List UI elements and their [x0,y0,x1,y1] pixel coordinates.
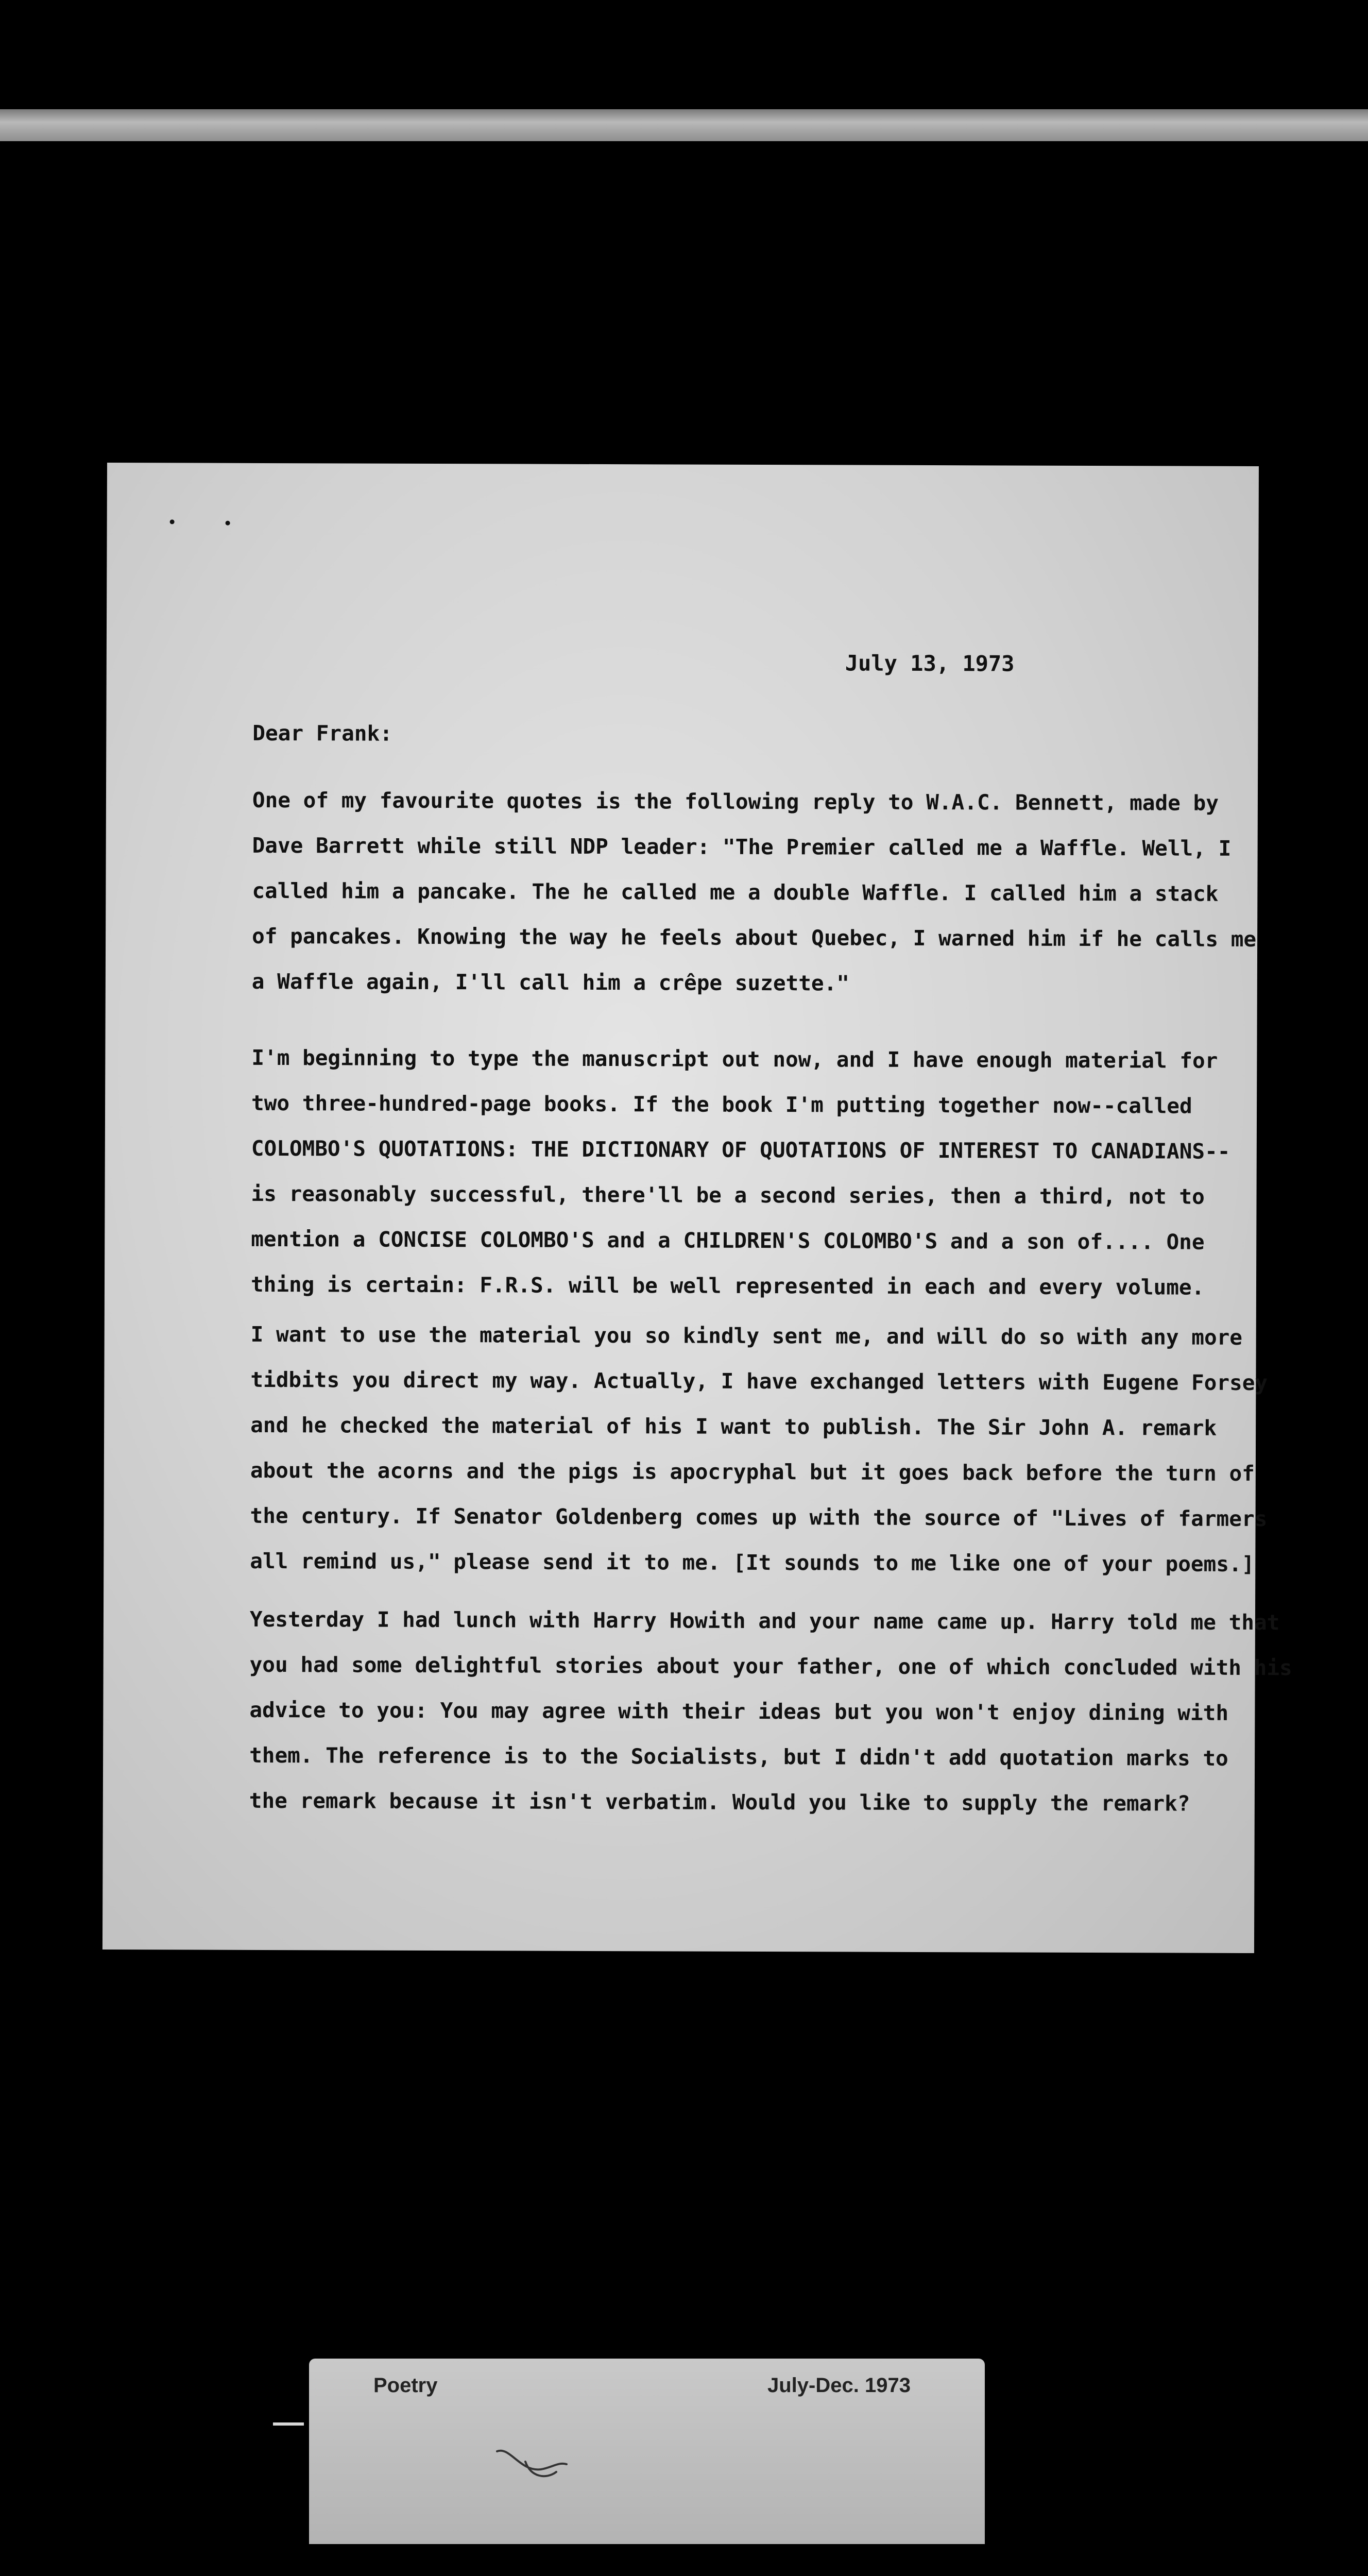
text-line: tidbits you direct my way. Actually, I have exchanged letters with Eugene Forsey [250,1367,1268,1396]
text-line: about the acorns and the pigs is apocryphal but it goes back before the turn of [250,1458,1255,1486]
letter-date: July 13, 1973 [845,650,1015,676]
text-line: called him a pancake. The he called me a double Waffle. I called him a stack [252,878,1219,906]
text-line: all remind us," please send it to me. [It sounds to me like one of your poems.] [250,1548,1255,1577]
film-edge-strip [0,109,1368,141]
text-line: advice to you: You may agree with their ideas but you won't enjoy dining with [249,1697,1229,1725]
text-line: One of my favourite quotes is the following reply to W.A.C. Bennett, made by [252,787,1219,816]
paragraph-2 [251,1035,1261,1310]
paragraph-3 [250,1312,1268,1587]
text-line: COLOMBO'S QUOTATIONS: THE DICTIONARY OF QUOTATIONS OF INTEREST TO CANADIANS-- [251,1136,1230,1164]
text-line: the remark because it isn't verbatim. Would you like to supply the remark? [249,1788,1190,1816]
folder-tab-date: July-Dec. 1973 [767,2374,911,2397]
text-line: I want to use the material you so kindly sent me, and will do so with any more [250,1321,1243,1350]
text-line: Dave Barrett while still NDP leader: "The Premier called me a Waffle. Well, I [252,833,1232,861]
letter-page [102,463,1292,1953]
text-line: you had some delightful stories about your father, one of which concluded with his [249,1652,1292,1681]
letter-salutation: Dear Frank: [252,720,392,746]
text-line: I'm beginning to type the manuscript out now, and I have enough material for [251,1045,1218,1073]
text-line: mention a CONCISE COLOMBO'S and a CHILDREN'S COLOMBO'S and a son of.... One [251,1226,1205,1255]
text-line: a Waffle again, I'll call him a crêpe suzette." [251,969,850,996]
folder-tab-label: Poetry [373,2374,438,2397]
paragraph-4 [249,1597,1292,1826]
folder-tab [309,2359,985,2544]
text-line: is reasonably successful, there'll be a second series, then a third, not to [251,1181,1205,1209]
text-line: Yesterday I had lunch with Harry Howith and your name came up. Harry told me that [249,1606,1280,1635]
text-line: them. The reference is to the Socialists, but I didn't add quotation marks to [249,1742,1228,1771]
paper-speck [170,519,175,524]
handwritten-check-mark [494,2441,572,2482]
text-line: the century. If Senator Goldenberg comes up with the source of "Lives of farmers [250,1503,1268,1532]
paragraph-1 [252,777,1262,1007]
text-line: of pancakes. Knowing the way he feels about Quebec, I warned him if he calls me [252,923,1257,952]
text-line: and he checked the material of his I want to publish. The Sir John A. remark [250,1412,1217,1440]
paper-speck [226,521,230,526]
film-mark [273,2422,304,2426]
text-line: thing is certain: F.R.S. will be well represented in each and every volume. [250,1272,1205,1300]
text-line: two three-hundred-page books. If the book I'm putting together now--called [251,1090,1192,1118]
